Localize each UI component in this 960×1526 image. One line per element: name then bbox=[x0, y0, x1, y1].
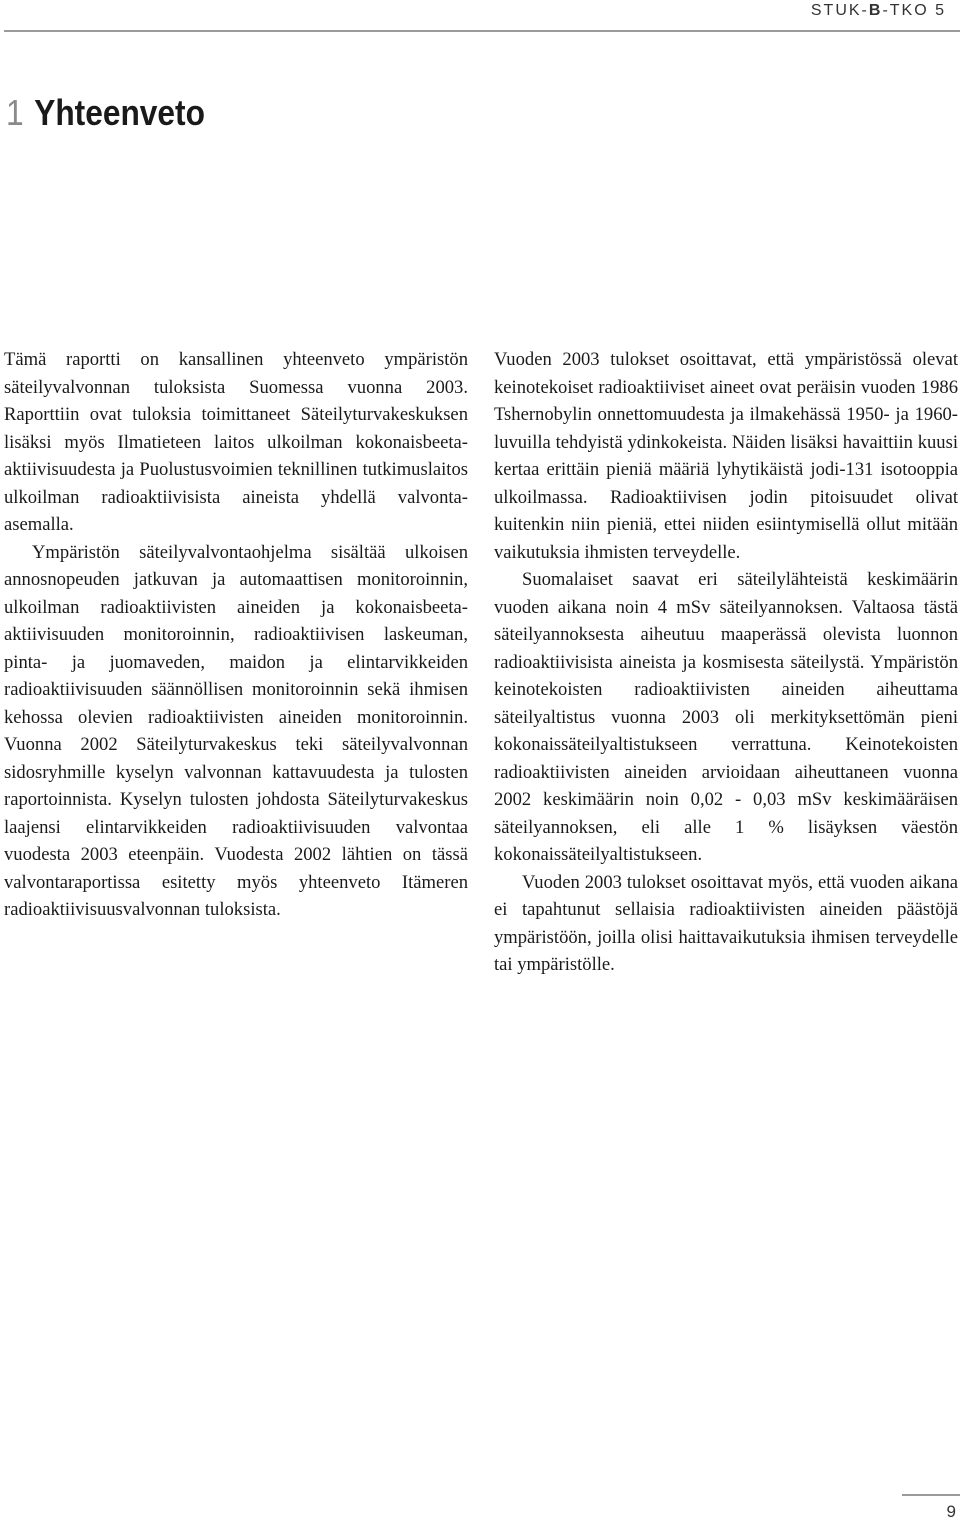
series-prefix: STUK- bbox=[810, 2, 869, 19]
paragraph: Tämä raportti on kansallinen yhteenveto ympäristön säteilyvalvonnan tuloksista Suomessa vuonna 2003. Raporttiin ovat tuloksia toimittaneet Säteilyturvakeskuksen lisäksi myös Ilmatieteen laitos ulkoilman kokonaisbeeta-aktiivisuudesta ja Puolustusvoimien teknillinen tutkimuslaitos ulkoilman radioaktiivisista aineista yhdellä valvonta-asemalla. bbox=[4, 349, 468, 535]
paragraph: Vuoden 2003 tulokset osoittavat myös, että vuoden aikana ei tapahtunut sellaisia radioaktiivisten aineiden päästöjä ympäristöön, joilla olisi haittavaikutuksia ihmisen terveydelle tai ympäristölle. bbox=[494, 871, 958, 975]
footer-rule bbox=[902, 1494, 960, 1496]
series-suffix: -TKO 5 bbox=[882, 2, 946, 19]
chapter-number: 1 bbox=[6, 92, 24, 133]
header-rule bbox=[4, 30, 960, 32]
paragraph: Suomalaiset saavat eri säteilylähteistä keskimäärin vuoden aikana noin 4 mSv säteilyannoksen. Valtaosa tästä säteilyannoksesta aiheutuu maaperässä olevista luonnon radioaktiivisista aineista ja kosmisesta säteilystä. Ympäristön keinotekoisten radioaktiivisten aineiden aiheuttama säteilyaltistus vuonna 2003 oli merkityksettömän pieni kokonaissäteilyaltistukseen verrattuna. Keinotekoisten radioaktiivisten aineiden arvioidaan aiheuttaneen vuonna 2002 keskimäärin noin 0,02 - 0,03 mSv keskimääräisen säteilyannoksen, eli alle 1 % lisäyksen väestön kokonaissäteilyaltistukseen. bbox=[494, 569, 958, 865]
paragraph: Vuoden 2003 tulokset osoittavat, että ympäristössä olevat keinotekoiset radioaktiiviset aineet ovat peräisin vuoden 1986 Tshernobylin onnettomuudesta ja ilmakehässä 1950- ja 1960-luvuilla tehdyistä ydinkokeista. Näiden lisäksi havaittiin kuusi kertaa erittäin pieniä määriä lyhytikäistä jodi-131 isotooppia ulkoilmassa. Radioaktiivisen jodin pitoisuudet olivat kuitenkin niin pieniä, ettei niiden esiintymisellä ollut mitään vaikutuksia ihmisten terveydelle. bbox=[494, 349, 958, 563]
right-column bbox=[494, 346, 958, 979]
left-column bbox=[4, 346, 468, 924]
series-code: B bbox=[868, 2, 883, 19]
chapter-heading bbox=[6, 92, 205, 134]
paragraph: Ympäristön säteilyvalvontaohjelma sisältää ulkoisen annosnopeuden jatkuvan ja automaattisen monitoroinnin, ulkoilman radioaktiivisten aineiden ja kokonaisbeeta-aktiivisuuden monitoroinnin, radioaktiivisen laskeuman, pinta- ja juomaveden, maidon ja elintarvikkeiden radioaktiivisuuden säännöllisen monitoroinnin sekä ihmisen kehossa olevien radioaktiivisten aineiden monitoroinnin. Vuonna 2002 Säteilyturvakeskus teki säteilyvalvonnan sidosryhmille kyselyn valvonnan kattavuudesta ja tulosten raportoinnista. Kyselyn tulosten johdosta Säteilyturvakeskus laajensi elintarvikkeiden radioaktiivisuuden valvontaa vuodesta 2003 eteenpäin. Vuodesta 2002 lähtien on tässä valvontaraportissa esitetty myös yhteenveto Itämeren radioaktiivisuusvalvonnan tuloksista. bbox=[4, 541, 468, 920]
running-header bbox=[811, 0, 946, 22]
chapter-title: Yhteenveto bbox=[34, 92, 205, 133]
page-number: 9 bbox=[946, 1502, 956, 1521]
